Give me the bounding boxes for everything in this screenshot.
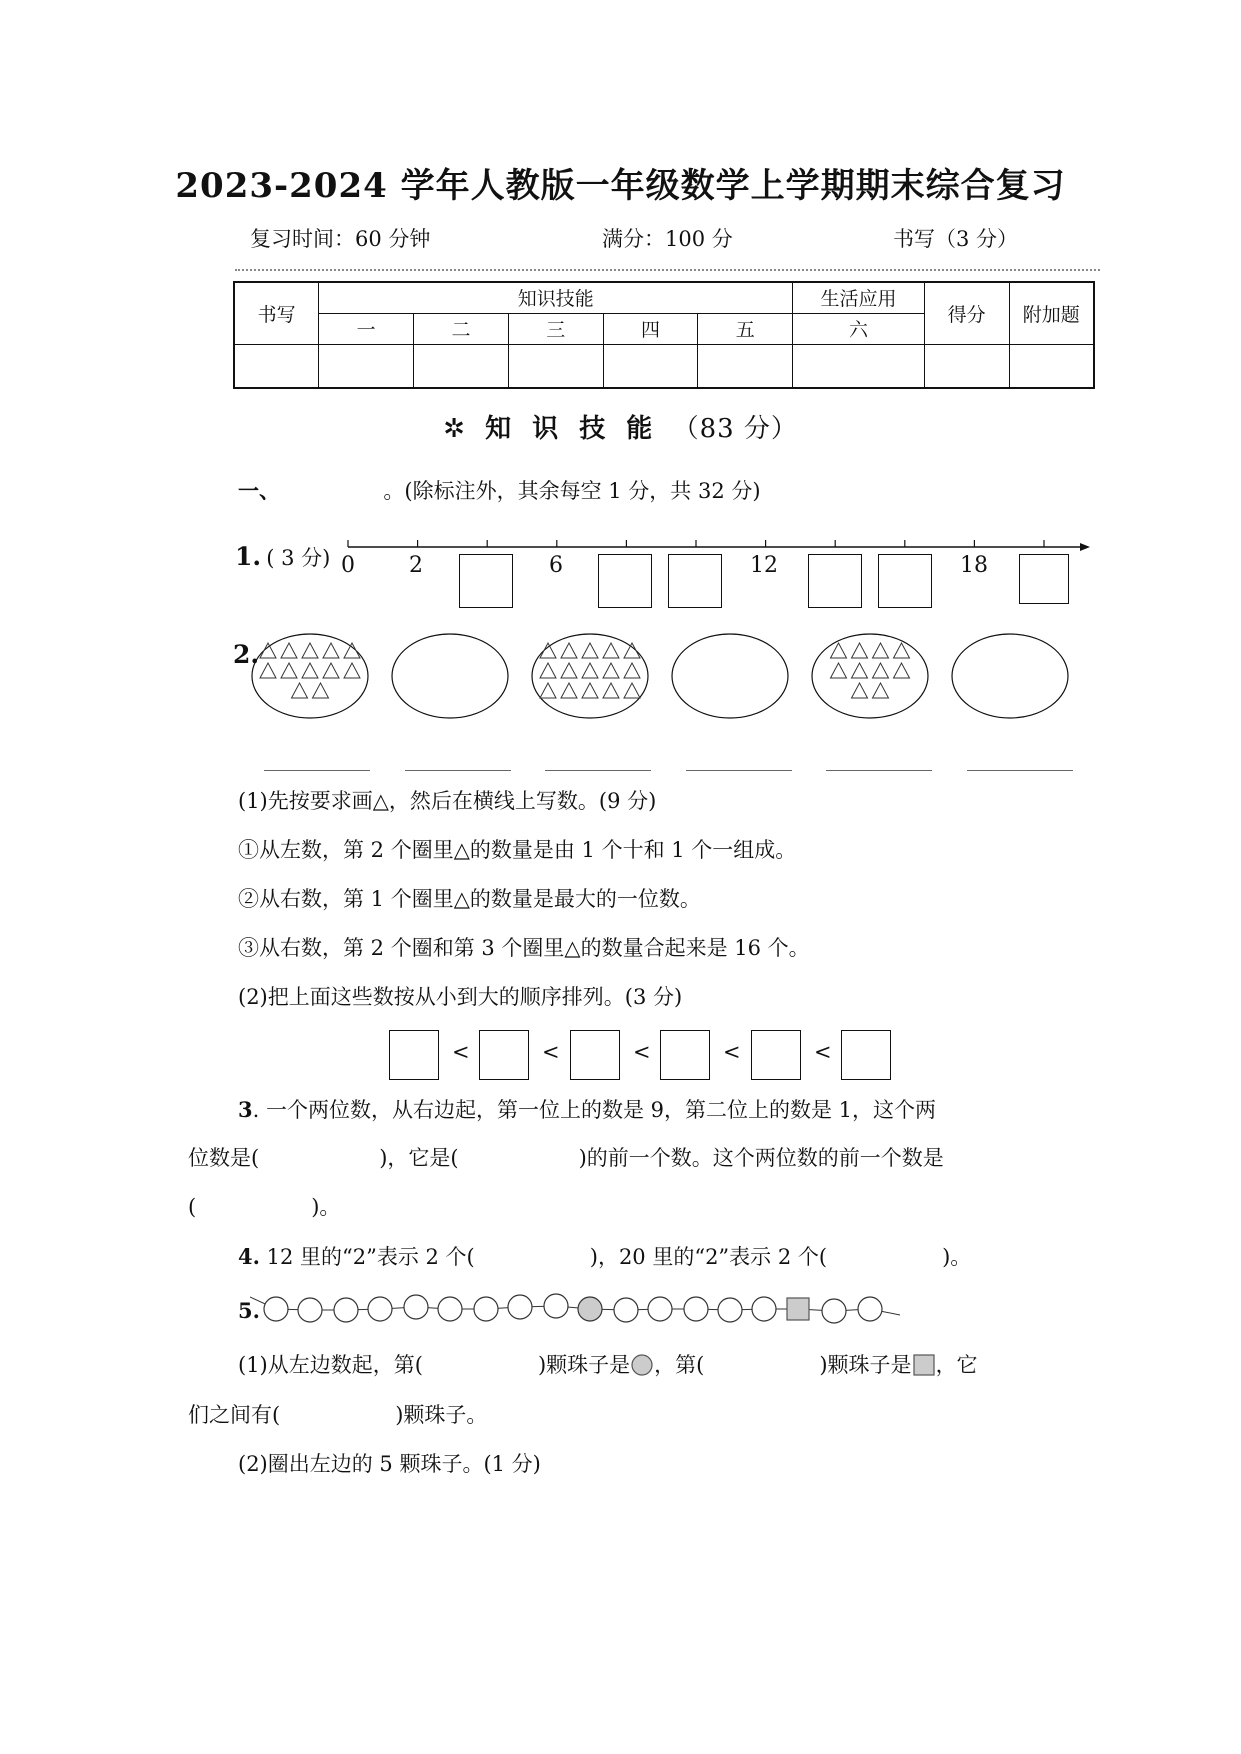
q2-sub1: (1)先按要求画△，然后在横线上写数。(9 分) (238, 789, 657, 813)
page-title: 2023-2024 学年人教版一年级数学上学期期末综合复习 (175, 166, 1066, 206)
answer-line[interactable] (405, 770, 511, 771)
triangle-icon (894, 663, 910, 678)
q2-condition-1: ①从左数，第 2 个圈里△的数量是由 1 个十和 1 个一组成。 (238, 838, 797, 862)
th-col-2: 二 (414, 313, 509, 344)
triangle-icon (831, 663, 847, 678)
q5-number: 5. (238, 1298, 260, 1323)
q4-text-b: )，20 里的“2”表示 2 个( (589, 1245, 828, 1269)
square-bead-icon (787, 1298, 809, 1320)
triangle-icon (561, 683, 577, 698)
bead-string (250, 1285, 980, 1345)
bead-icon (264, 1297, 288, 1321)
q5-text-e: ，它 (935, 1353, 978, 1377)
answer-box[interactable] (1019, 554, 1069, 604)
q3-text-e: )。 (311, 1195, 341, 1219)
q5-text-d: )颗珠子是 (819, 1353, 912, 1377)
q2-number: 2. (233, 640, 260, 669)
triangle-icon (323, 643, 339, 658)
bead-icon (614, 1298, 638, 1322)
part1-desc: 。(除标注外，其余每空 1 分，共 32 分) (383, 479, 761, 503)
th-knowledge: 知识技能 (319, 282, 793, 313)
section-points: （83 分） (672, 414, 798, 444)
th-col-4: 四 (603, 313, 698, 344)
section-label: 知 识 技 能 (485, 414, 659, 444)
triangle-icon (323, 663, 339, 678)
order-box[interactable] (751, 1030, 801, 1080)
flower-icon: ✲ (443, 414, 471, 444)
q5-text-f: 们之间有( (188, 1403, 281, 1427)
tick-label-12: 12 (750, 553, 778, 578)
bead-icon (684, 1297, 708, 1321)
answer-line[interactable] (545, 770, 651, 771)
q5-text-g: )颗珠子。 (395, 1403, 488, 1427)
triangle-icon (281, 643, 297, 658)
answer-box[interactable] (598, 554, 652, 608)
triangle-icon (540, 683, 556, 698)
section-heading (0, 408, 1241, 445)
q2-sub2: (2)把上面这些数按从小到大的顺序排列。(3 分) (238, 985, 683, 1009)
q3-text-a: 位数是( (188, 1146, 260, 1170)
score-cell[interactable] (698, 344, 793, 388)
oval (812, 634, 928, 718)
triangle-icon (561, 663, 577, 678)
th-extra: 附加题 (1009, 282, 1094, 344)
square-bead-icon (912, 1354, 936, 1376)
dotted-divider (235, 269, 1100, 271)
order-box[interactable] (660, 1030, 710, 1080)
triangle-icon (603, 663, 619, 678)
triangle-icon (582, 643, 598, 658)
q4-number: 4. (238, 1244, 260, 1269)
order-box[interactable] (841, 1030, 891, 1080)
score-cell[interactable] (924, 344, 1009, 388)
triangle-icon (281, 663, 297, 678)
bead-icon (368, 1297, 392, 1321)
triangle-icon (624, 663, 640, 678)
q4-text-c: )。 (942, 1245, 972, 1269)
th-score: 得分 (924, 282, 1009, 344)
part1-label: 一、 (238, 478, 280, 503)
triangle-icon (831, 643, 847, 658)
triangle-icon (260, 643, 276, 658)
tick-label-6: 6 (549, 553, 563, 578)
grey-bead-icon (578, 1297, 602, 1321)
q3-number: 3 (238, 1097, 253, 1122)
bead-icon (404, 1295, 428, 1319)
triangle-icon (292, 683, 308, 698)
bead-icon (334, 1298, 358, 1322)
bead-icon (822, 1299, 846, 1323)
tick-label-18: 18 (960, 553, 988, 578)
triangle-icon (561, 643, 577, 658)
oval (672, 634, 788, 718)
triangle-icon (873, 683, 889, 698)
q2-condition-3: ③从右数，第 2 个圈和第 3 个圈里△的数量合起来是 16 个。 (238, 936, 810, 960)
writing-score: 书写（3 分） (893, 227, 1019, 251)
score-cell[interactable] (414, 344, 509, 388)
oval (952, 634, 1068, 718)
tick-label-2: 2 (409, 553, 423, 578)
q5-text-a: (1)从左边数起，第( (238, 1353, 423, 1377)
score-cell[interactable] (508, 344, 603, 388)
q3-text-d: ( (188, 1195, 197, 1219)
th-col-5: 五 (698, 313, 793, 344)
tick-label-0: 0 (341, 553, 355, 578)
q3-line1: . 一个两位数，从右边起，第一位上的数是 9，第二位上的数是 1，这个两 (252, 1098, 937, 1122)
order-box[interactable] (479, 1030, 529, 1080)
bead-icon (544, 1294, 568, 1318)
th-col-6: 六 (793, 313, 925, 344)
review-time: 复习时间：60 分钟 (250, 227, 431, 251)
triangle-icon (603, 643, 619, 658)
th-col-3: 三 (508, 313, 603, 344)
th-writing: 书写 (234, 282, 319, 344)
less-than-sign: < (452, 1040, 470, 1064)
triangle-icon (894, 643, 910, 658)
triangle-icon (260, 663, 276, 678)
triangle-icon (852, 643, 868, 658)
score-cell[interactable] (1009, 344, 1094, 388)
bead-icon (438, 1297, 462, 1321)
triangle-icon (540, 643, 556, 658)
q5-text-c: ，第( (654, 1353, 705, 1377)
bead-icon (858, 1297, 882, 1321)
order-box[interactable] (389, 1030, 439, 1080)
bead-icon (474, 1297, 498, 1321)
answer-line[interactable] (826, 770, 932, 771)
q1-points: ( 3 分) (266, 546, 331, 570)
answer-line[interactable] (264, 770, 370, 771)
q5-sub2: (2)圈出左边的 5 颗珠子。(1 分) (238, 1452, 541, 1476)
q3-text-c: )的前一个数。这个两位数的前一个数是 (578, 1146, 944, 1170)
th-col-1: 一 (319, 313, 414, 344)
score-cell[interactable] (793, 344, 925, 388)
triangle-icon (344, 643, 360, 658)
answer-line[interactable] (967, 770, 1073, 771)
answer-box[interactable] (668, 554, 722, 608)
triangle-icon (873, 643, 889, 658)
triangle-icon (313, 683, 329, 698)
th-life: 生活应用 (793, 282, 925, 313)
bead-icon (752, 1297, 776, 1321)
full-score: 满分：100 分 (602, 227, 733, 251)
q4-text-a: 12 里的“2”表示 2 个( (259, 1245, 475, 1269)
q2-condition-2: ②从右数，第 1 个圈里△的数量是最大的一位数。 (238, 887, 701, 911)
triangle-icon (873, 663, 889, 678)
triangle-icon (624, 683, 640, 698)
bead-icon (508, 1295, 532, 1319)
triangle-icon (852, 683, 868, 698)
oval (392, 634, 508, 718)
q1-number: 1. (235, 542, 262, 571)
score-cell[interactable] (319, 344, 414, 388)
order-box[interactable] (570, 1030, 620, 1080)
triangle-icon (852, 663, 868, 678)
triangle-icon (302, 643, 318, 658)
circle-bead-icon (630, 1354, 654, 1376)
score-cell[interactable] (603, 344, 698, 388)
less-than-sign: < (633, 1040, 651, 1064)
q5-text-b: )颗珠子是 (537, 1353, 631, 1377)
ovals-figure (250, 630, 1090, 730)
less-than-sign: < (542, 1040, 560, 1064)
triangle-icon (582, 683, 598, 698)
triangle-icon (344, 663, 360, 678)
answer-box[interactable] (459, 554, 513, 608)
bead-icon (648, 1297, 672, 1321)
score-cell[interactable] (234, 344, 319, 388)
bead-icon (298, 1298, 322, 1322)
answer-box[interactable] (808, 554, 862, 608)
triangle-icon (624, 643, 640, 658)
triangle-icon (582, 663, 598, 678)
less-than-sign: < (814, 1040, 832, 1064)
q3-text-b: )，它是( (379, 1146, 459, 1170)
bead-icon (718, 1298, 742, 1322)
triangle-icon (603, 683, 619, 698)
triangle-icon (302, 663, 318, 678)
less-than-sign: < (723, 1040, 741, 1064)
answer-line[interactable] (686, 770, 792, 771)
score-table (233, 281, 1095, 389)
triangle-icon (540, 663, 556, 678)
answer-box[interactable] (878, 554, 932, 608)
